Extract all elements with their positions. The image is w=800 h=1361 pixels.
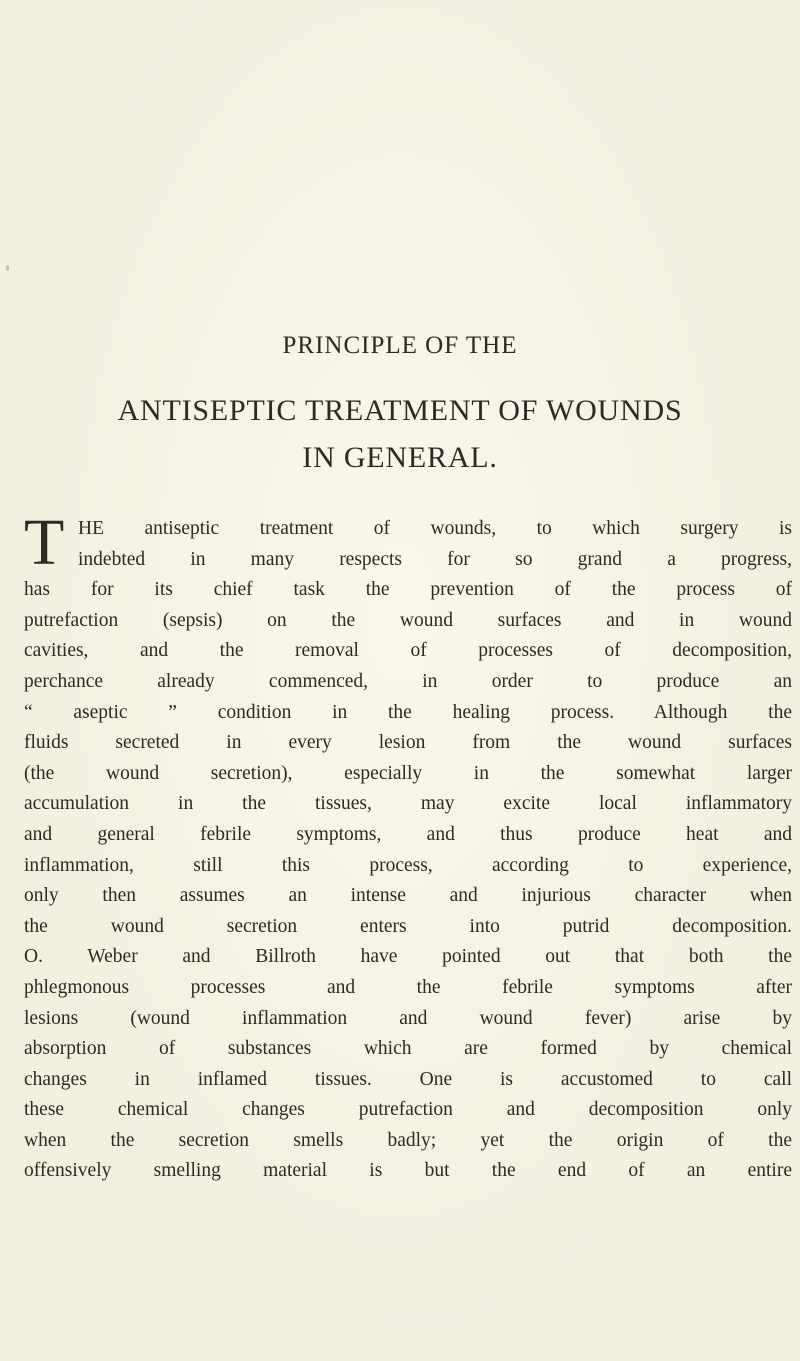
text-line: lesions (wound inflammation and wound fever) arise by: [24, 1007, 792, 1029]
text-line: perchance already commenced, in order to produce an: [24, 670, 792, 692]
text-line: O. Weber and Billroth have pointed out that both the: [24, 946, 792, 968]
text-line: phlegmonous processes and the febrile symptoms after: [24, 976, 792, 998]
text-line: HE antiseptic treatment of wounds, to which surgery is: [78, 518, 792, 539]
text-line: inflammation, still this process, according to experience,: [24, 854, 792, 876]
text-line: absorption of substances which are formed by chemical: [24, 1038, 792, 1060]
page-speck: [6, 265, 9, 271]
drop-cap: T: [24, 506, 65, 579]
text-line: cavities, and the removal of processes of decomposition,: [24, 640, 792, 662]
text-line: only then assumes an intense and injurious character when: [24, 885, 792, 907]
body-paragraph: [24, 514, 792, 1187]
chapter-title-line-2: ANTISEPTIC TREATMENT OF WOUNDS: [117, 394, 683, 427]
text-line: and general febrile symptoms, and thus produce heat and: [24, 823, 792, 845]
text-line: the wound secretion enters into putrid decomposition.: [24, 915, 792, 937]
chapter-title-line-1: PRINCIPLE OF THE: [282, 332, 518, 359]
text-line: when the secretion smells badly; yet the origin of the: [24, 1129, 792, 1151]
chapter-title-line-3: IN GENERAL.: [302, 441, 498, 474]
text-line: accumulation in the tissues, may excite local inflammatory: [24, 793, 792, 815]
text-line: (the wound secretion), especially in the somewhat larger: [24, 762, 792, 784]
text-line: fluids secreted in every lesion from the wound surfaces: [24, 732, 792, 754]
text-line: these chemical changes putrefaction and decomposition only: [24, 1099, 792, 1121]
text-line: “ aseptic ” condition in the healing process. Although the: [24, 701, 792, 723]
text-line: offensively smelling material is but the end of an entire: [24, 1160, 792, 1182]
text-line: indebted in many respects for so grand a progress,: [78, 548, 792, 570]
text-line: putrefaction (sepsis) on the wound surfaces and in wound: [24, 609, 792, 631]
text-line: has for its chief task the prevention of the process of: [24, 579, 792, 601]
text-line: changes in inflamed tissues. One is accustomed to call: [24, 1068, 792, 1090]
